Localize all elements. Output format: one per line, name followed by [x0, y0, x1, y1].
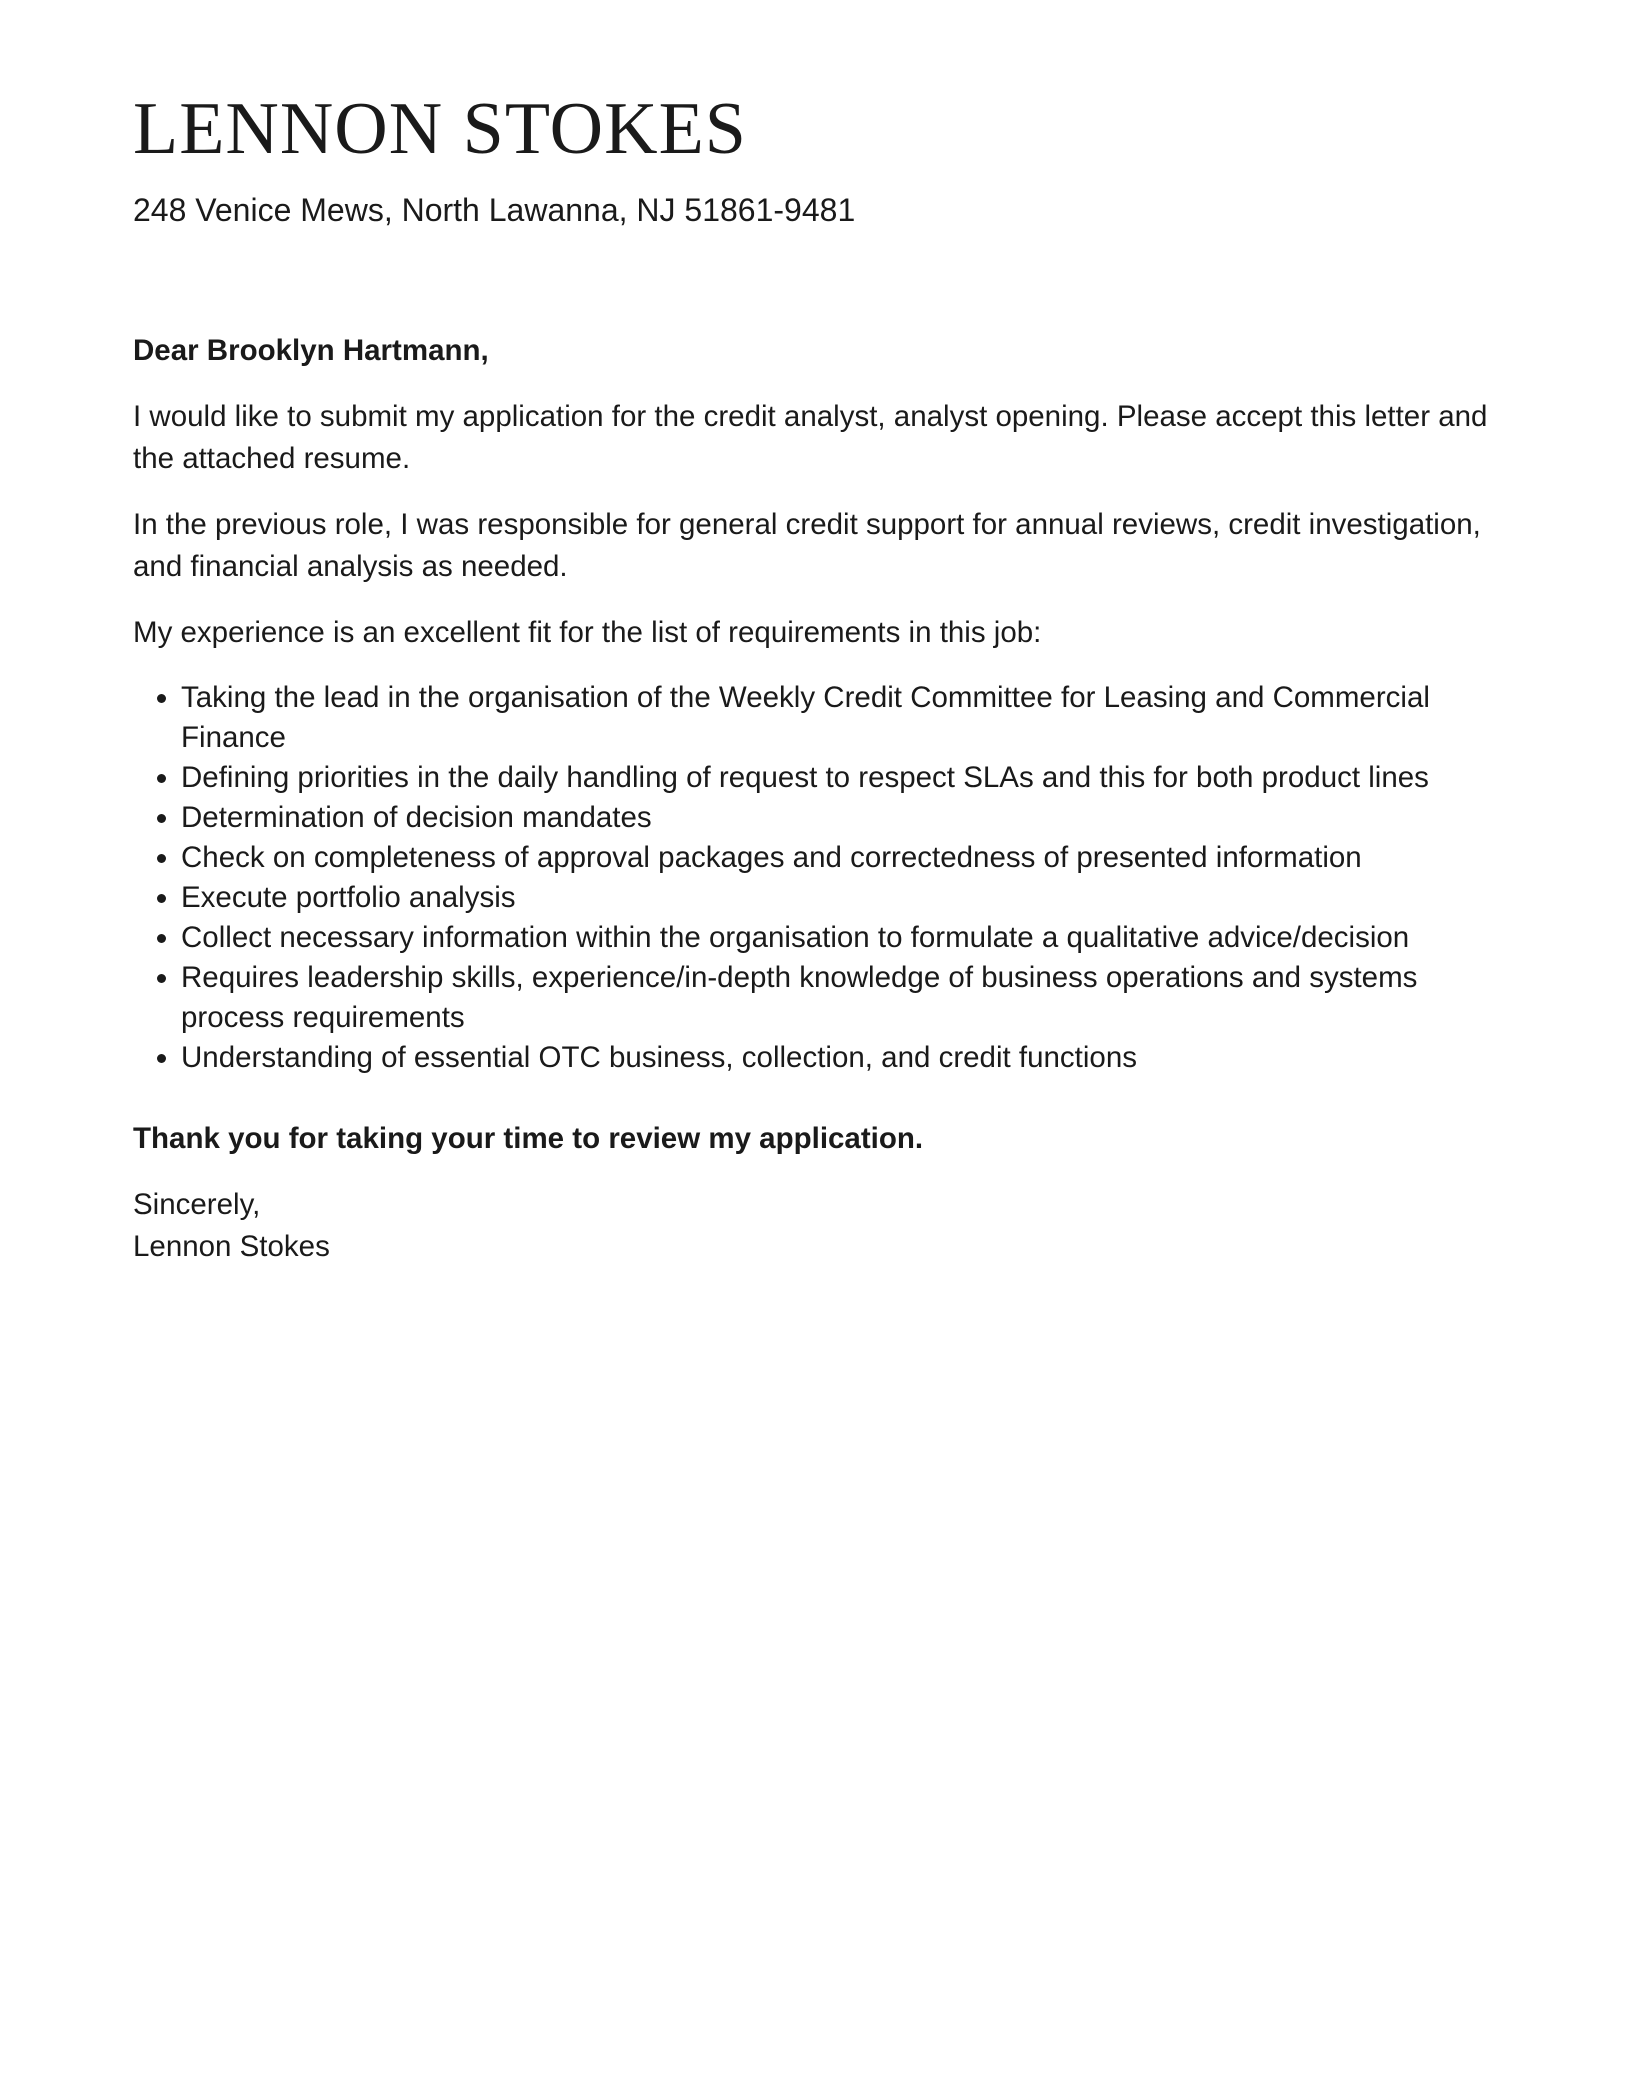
list-item: • Check on completeness of approval packages and correctedness of presented information [181, 838, 1503, 878]
list-item: • Execute portfolio analysis [181, 878, 1503, 918]
previous-role-paragraph: In the previous role, I was responsible for general credit support for annual reviews, credit investigation, and financial analysis as needed. [133, 508, 1481, 583]
requirements-intro: My experience is an excellent fit for the list of requirements in this job: [133, 616, 1042, 649]
closing: Sincerely, [133, 1188, 261, 1221]
list-item: • Defining priorities in the daily handling of request to respect SLAs and this for both product lines [181, 758, 1503, 798]
signature-name: Lennon Stokes [133, 1230, 330, 1263]
list-item: • Understanding of essential OTC business, collection, and credit functions [181, 1038, 1503, 1078]
requirements-list [133, 678, 1503, 1078]
letter-body [133, 330, 1503, 1268]
list-item: • Requires leadership skills, experience/in-depth knowledge of business operations and systems process requirements [181, 958, 1503, 1038]
applicant-name: LENNON STOKES [133, 88, 747, 170]
thank-you-line: Thank you for taking your time to review my application. [133, 1122, 924, 1155]
list-item: • Determination of decision mandates [181, 798, 1503, 838]
applicant-address: 248 Venice Mews, North Lawanna, NJ 51861-9481 [133, 192, 856, 228]
list-item: • Taking the lead in the organisation of the Weekly Credit Committee for Leasing and Commercial Finance [181, 678, 1503, 758]
intro-paragraph: I would like to submit my application for the credit analyst, analyst opening. Please accept this letter and the attached resume. [133, 400, 1488, 475]
list-item: • Collect necessary information within the organisation to formulate a qualitative advice/decision [181, 918, 1503, 958]
salutation: Dear Brooklyn Hartmann, [133, 334, 489, 367]
